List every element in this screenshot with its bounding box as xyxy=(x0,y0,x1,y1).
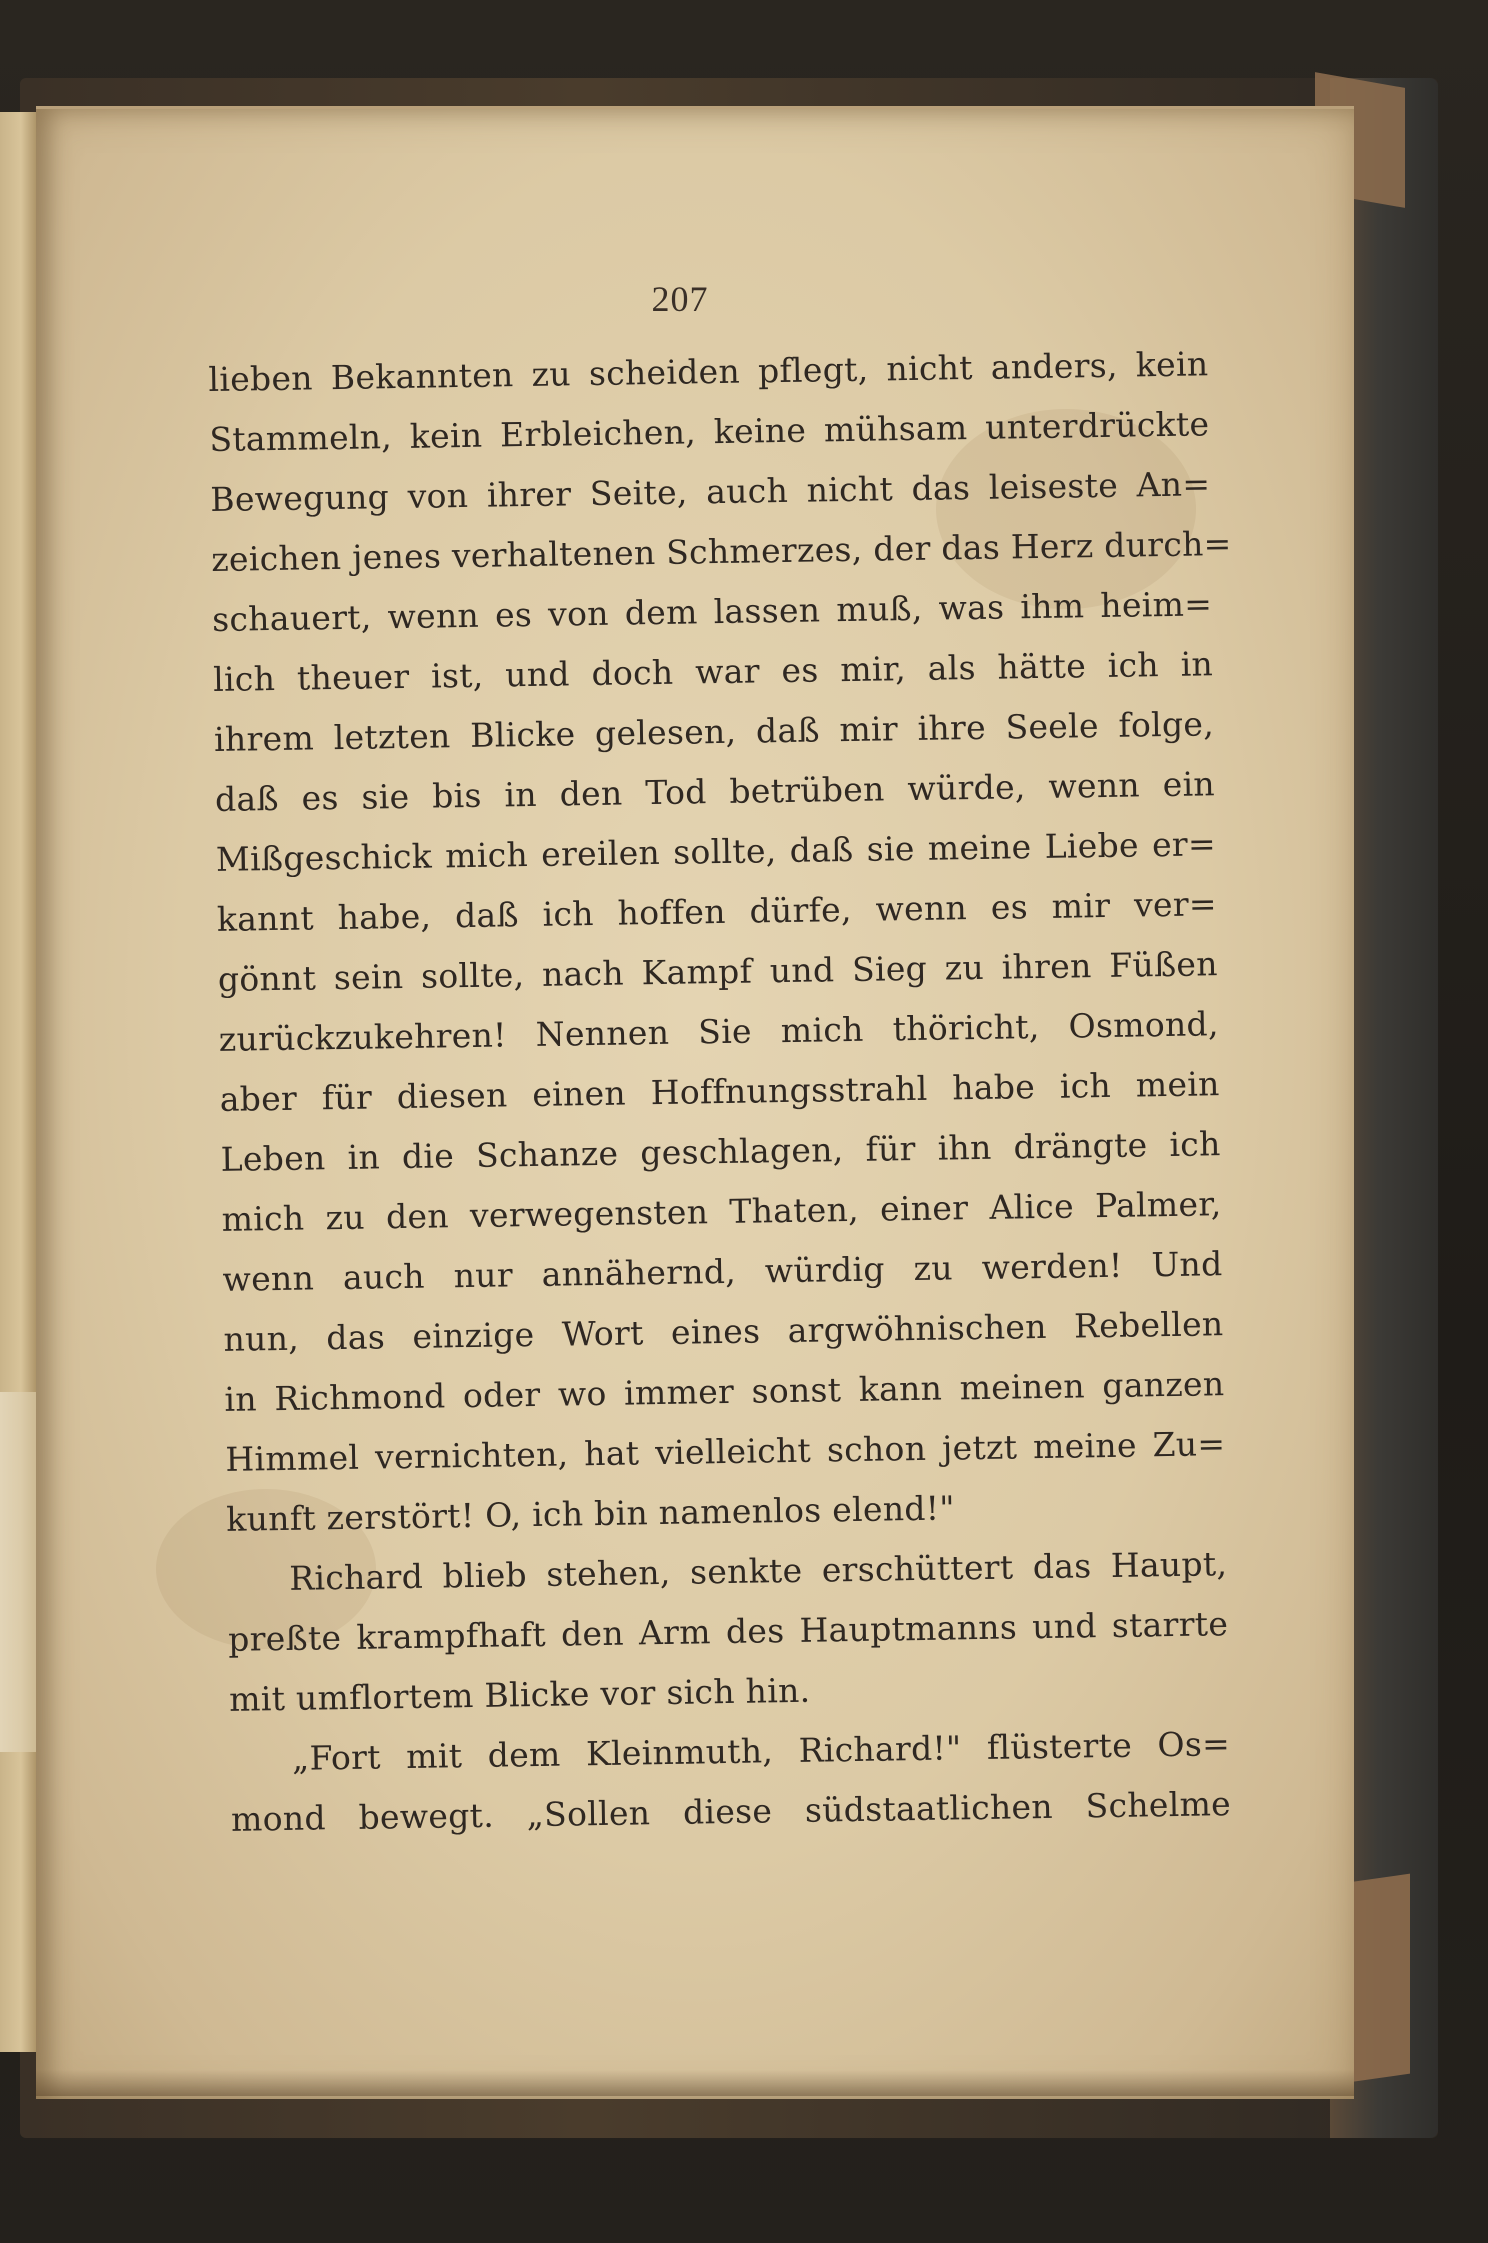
text-line: mit umflortem Blicke vor sich hin. xyxy=(228,1670,811,1719)
text-line: Himmel vernichten, hat vielleicht schon jetzt meine Zu= xyxy=(225,1424,1226,1479)
text-line: wenn auch nur annähernd, würdig zu werden! Und xyxy=(222,1244,1223,1299)
text-line: kannt habe, daß ich hoffen dürfe, wenn es mir ver= xyxy=(216,884,1218,939)
text-line: Richard blieb stehen, senkte erschüttert das Haupt, xyxy=(288,1544,1228,1598)
text-line: aber für diesen einen Hoffnungsstrahl habe ich mein xyxy=(219,1064,1220,1119)
text-line: in Richmond oder wo immer sonst kann meinen ganzen xyxy=(224,1364,1225,1419)
text-line: preßte krampfhaft den Arm des Hauptmanns und starrte xyxy=(227,1604,1229,1659)
text-line: daß es sie bis in den Tod betrüben würde, wenn ein xyxy=(214,764,1216,819)
text-line: gönnt sein sollte, nach Kampf und Sieg zu ihren Füßen xyxy=(217,944,1219,999)
text-line: lich theuer ist, und doch war es mir, als hätte ich in xyxy=(212,644,1214,699)
text-line: zurückzukehren! Nennen Sie mich thöricht, Osmond, xyxy=(218,1004,1220,1059)
text-line: Mißgeschick mich ereilen sollte, daß sie meine Liebe er= xyxy=(215,824,1217,879)
page-tear xyxy=(0,1392,36,1752)
text-line: schauert, wenn es von dem lassen muß, was ihm heim= xyxy=(211,584,1213,639)
text-line: lieben Bekannten zu scheiden pflegt, nicht anders, kein xyxy=(208,344,1209,399)
text-line: nun, das einzige Wort eines argwöhnischen Rebellen xyxy=(223,1304,1224,1359)
previous-page-edge xyxy=(0,112,40,2052)
text-line: Stammeln, kein Erbleichen, keine mühsam unterdrückte xyxy=(209,404,1210,459)
page-number: 207 xyxy=(651,279,709,319)
body-text xyxy=(208,334,1231,1850)
text-line: ihrem letzten Blicke gelesen, daß mir ihre Seele folge, xyxy=(213,704,1215,759)
text-line: „Fort mit dem Kleinmuth, Richard!" flüsterte Os= xyxy=(291,1724,1231,1778)
text-line: kunft zerstört! O, ich bin namenlos elend!" xyxy=(226,1488,956,1539)
text-line: zeichen jenes verhaltenen Schmerzes, der das Herz durch= xyxy=(210,523,1232,579)
text-line: Leben in die Schanze geschlagen, für ihn drängte ich xyxy=(220,1124,1221,1179)
text-line: mich zu den verwegensten Thaten, einer Alice Palmer, xyxy=(221,1184,1222,1239)
text-line: mond bewegt. „Sollen diese südstaatlichen Schelme xyxy=(230,1784,1232,1839)
page-bottom-shadow xyxy=(36,2070,1354,2096)
text-line: Bewegung von ihrer Seite, auch nicht das leiseste An= xyxy=(210,464,1211,519)
